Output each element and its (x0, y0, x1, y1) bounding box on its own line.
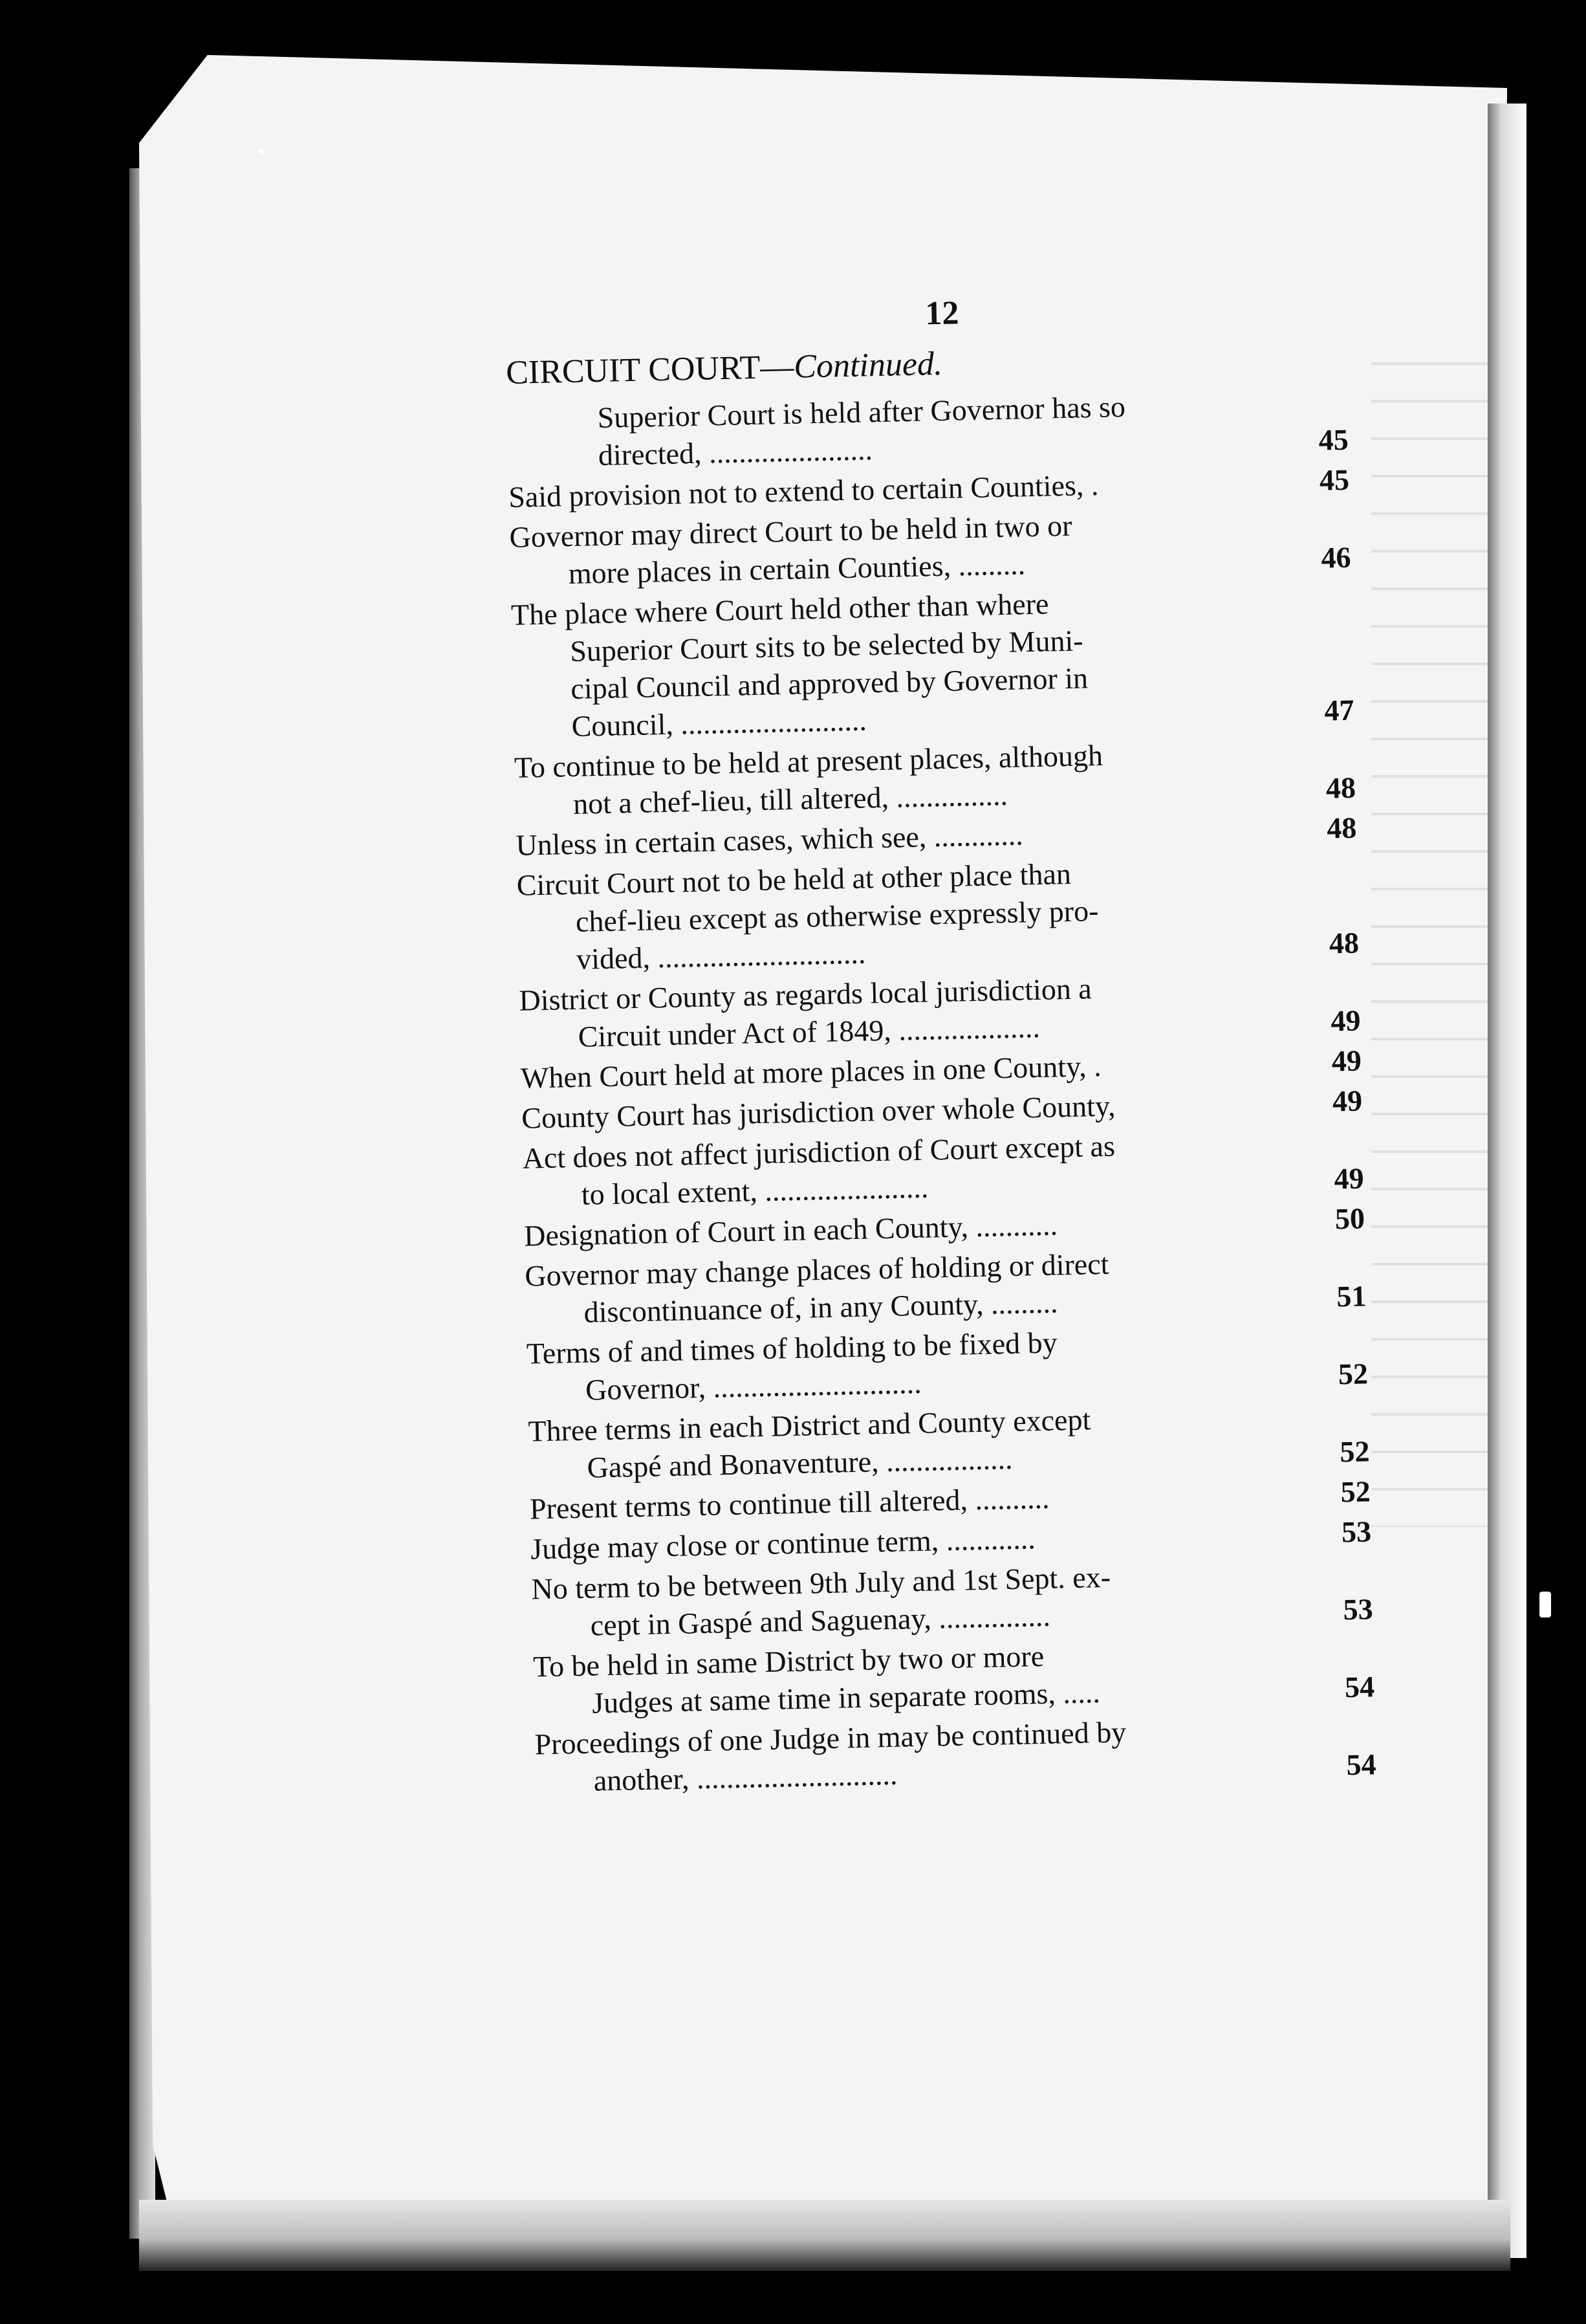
page-bottom-edge (139, 2200, 1510, 2271)
dust-speck (1539, 1592, 1551, 1617)
entry-text-line: not a chef-lieu, till altered, ............... (572, 778, 1008, 820)
entry-page-number: 49 (1330, 1003, 1362, 1038)
entry-text-line: Judge may close or continue term, ............ (530, 1522, 1036, 1566)
index-entry (525, 1240, 1367, 1332)
page-number: 12 (924, 294, 960, 333)
entry-text-line: Three terms in each District and County except (527, 1403, 1091, 1448)
entry-text-line: Governor may direct Court to be held in two or (509, 509, 1072, 554)
dust-speck (259, 149, 264, 154)
heading-continued: Continued. (793, 345, 943, 386)
entry-page-number: 54 (1346, 1748, 1377, 1782)
entry-page-number: 54 (1344, 1670, 1375, 1704)
entry-page-number: 49 (1334, 1161, 1365, 1196)
entry-text-line: No term to be between 9th July and 1st Sept. ex- (531, 1560, 1111, 1606)
entry-page-number: 46 (1320, 540, 1352, 575)
entry-text-line: Terms of and times of holding to be fixed by (526, 1326, 1058, 1370)
heading-main: CIRCUIT COURT— (505, 348, 794, 391)
entry-page-number: 45 (1318, 422, 1349, 457)
entry-text-line: Judges at same time in separate rooms, ..... (591, 1676, 1101, 1720)
index-entry (526, 1317, 1368, 1410)
index-entry (522, 1122, 1364, 1214)
entry-text-line: Governor may change places of holding or direct (524, 1247, 1109, 1293)
entry-text-line: cipal Council and approved by Governor in (570, 661, 1089, 705)
index-entry (534, 1708, 1376, 1801)
entry-text-line: Act does not affect jurisdiction of Court except as (522, 1129, 1116, 1175)
entry-text-line: Present terms to continue till altered, .......... (529, 1481, 1050, 1526)
entry-text-line: cept in Gaspé and Saguenay, ............... (590, 1599, 1051, 1642)
entry-page-number: 47 (1323, 693, 1354, 727)
entry-page-number: 48 (1329, 926, 1360, 960)
entry-text-line: Unless in certain cases, which see, ............ (515, 818, 1024, 862)
index-entry (528, 1395, 1370, 1487)
entry-text-line: more places in certain Counties, ......... (568, 547, 1026, 591)
index-entry (516, 850, 1359, 980)
entry-text-line: discontinuance of, in any County, ......... (583, 1286, 1058, 1329)
entry-text-line: to local extent, ...................... (581, 1170, 929, 1211)
entry-text-line: Circuit under Act of 1849, ................... (578, 1010, 1041, 1053)
index-entry (531, 1553, 1373, 1645)
index-entry (514, 732, 1356, 824)
entry-text-line: another, ........................... (593, 1757, 898, 1797)
entry-page-number: 48 (1326, 811, 1357, 845)
entry-page-number: 52 (1338, 1357, 1369, 1391)
bleed-through-text (1371, 362, 1488, 1527)
entry-text-line: County Court has jurisdiction over whole County, (521, 1089, 1116, 1135)
entry-page-number: 51 (1336, 1279, 1367, 1313)
entry-text-line: To continue to be held at present places, although (514, 738, 1103, 784)
index-entry (519, 965, 1361, 1057)
entry-text-line: directed, ...................... (598, 433, 873, 472)
entry-text-line: Proceedings of one Judge in may be continued by (534, 1715, 1127, 1761)
entry-text-line: Designation of Court in each County, ........... (523, 1208, 1058, 1253)
entry-text-line: The place where Court held other than where (510, 587, 1049, 631)
entry-text-line: Governor, ............................ (585, 1366, 922, 1407)
entry-page-number: 52 (1340, 1474, 1371, 1509)
entry-text-line: To be held in same District by two or more (532, 1639, 1045, 1683)
index-entries (506, 384, 1376, 1804)
entry-page-number: 48 (1325, 771, 1356, 805)
page-gutter (1488, 104, 1526, 2258)
entry-text-line: chef-lieu except as otherwise expressly pro- (575, 893, 1099, 938)
entry-text-line: Council, ......................... (571, 703, 867, 743)
index-entry (509, 501, 1351, 594)
entry-text-line: Circuit Court not to be held at other place than (516, 857, 1072, 902)
entry-text-line: Gaspé and Bonaventure, ................. (587, 1442, 1013, 1484)
entry-page-number: 49 (1332, 1084, 1363, 1118)
index-entry (533, 1630, 1375, 1723)
entry-page-number: 49 (1331, 1044, 1362, 1078)
entry-page-number: 45 (1319, 463, 1350, 497)
entry-text-line: District or County as regards local jurisdiction a (519, 972, 1092, 1017)
entry-page-number: 53 (1341, 1515, 1372, 1549)
entry-page-number: 50 (1334, 1201, 1365, 1236)
entry-page-number: 52 (1339, 1434, 1370, 1469)
index-entry (510, 579, 1354, 747)
entry-text-line: Said provision not to extend to certain Counties, . (508, 468, 1099, 514)
entry-page-number: 53 (1343, 1592, 1374, 1627)
entry-text-line: Superior Court sits to be selected by Muni- (569, 624, 1084, 668)
entry-text-line: Superior Court is held after Governor has so (597, 389, 1126, 435)
entry-text-line: When Court held at more places in one County, . (520, 1049, 1102, 1095)
entry-text-line: vided, ............................ (576, 936, 866, 976)
